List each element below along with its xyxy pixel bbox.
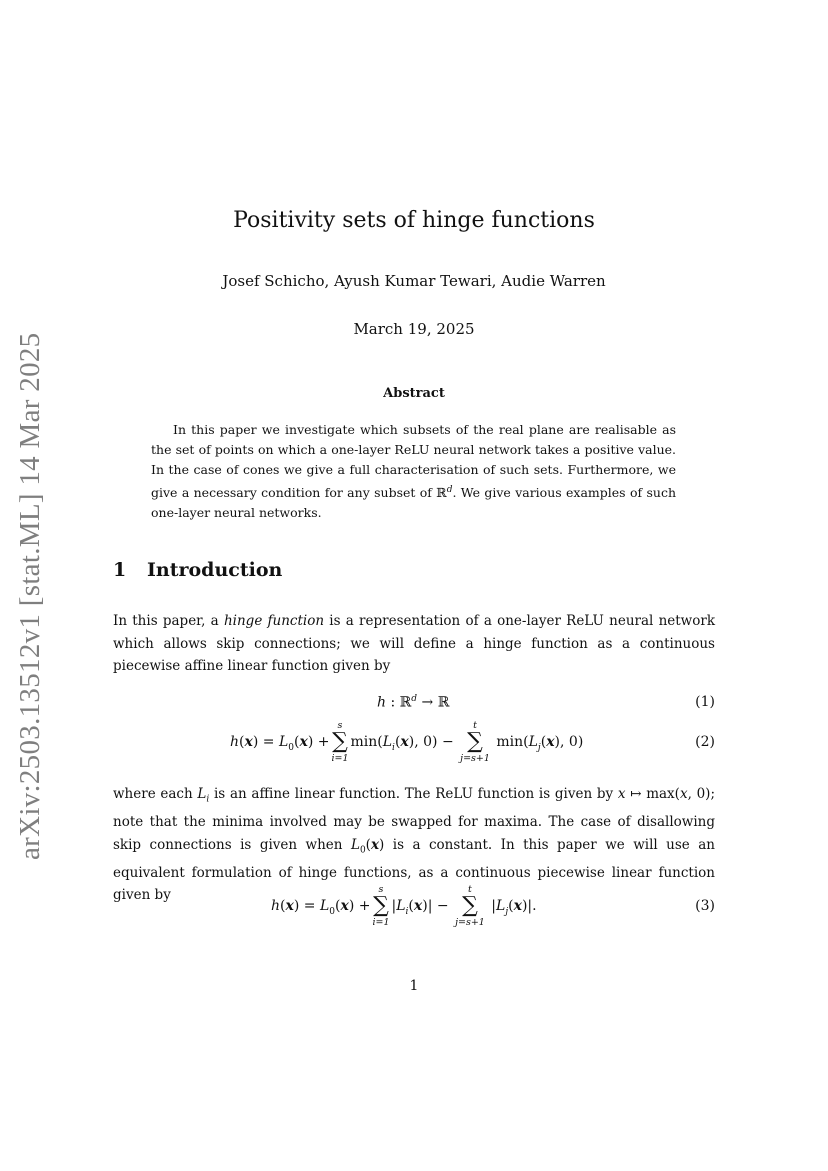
page-number: 1 [409,978,419,994]
paper-authors: Josef Schicho, Ayush Kumar Tewari, Audie Warren [222,272,606,290]
term-hinge-function: hinge function [223,613,325,629]
section-title: Introduction [147,559,283,581]
abstract-heading: Abstract [383,386,445,401]
equation-2: $h(x) = L_0(x)$ + s ∑ i=1 $\min(L_i(x)$, 0) − t ∑ j=s+1 $\min(L_j(x)$, 0) (2) [230,720,715,764]
abstract-body [151,420,676,523]
equation-1: h : ℝ$^d$ → ℝ (1) [377,694,715,711]
equation-3: $h(x) = L_0(x)$ + s ∑ i=1 $|L_i(x)|$ − t ∑ j=s+1 $|L_j(x)|$. (3) [271,884,715,928]
arxiv-identifier-stamp: arXiv:2503.13512v1 [stat.ML] 14 Mar 2025 [14,332,46,860]
abstract-paragraph: In this paper we investigate which subsets of the real plane are realisable as the set of points on which a one-layer ReLU neural network takes a positive value. In the case of cones we give a full characterisation of such sets. Furthermore, we give a necessary condition for any subset of ℝ$^d$. We give various examples of such one-layer neural networks. [151,422,676,521]
intro-paragraph-2: where each $L_i$ is an affine linear function. The ReLU function is given by x ↦ max(x, 0); note that the minima involved may be swapped for maxima. The case of disallowing skip connections is given when $L_0(x)$ is a constant. In this paper we will use an equivalent formulation of hinge functions, as a continuous piecewise linear function given by [113,786,716,904]
paper-title: Positivity sets of hinge functions [233,208,595,233]
equation-2-number: (2) [695,734,715,750]
equation-3-number: (3) [695,898,715,914]
section-number: 1 [113,559,127,581]
paper-date: March 19, 2025 [353,320,475,338]
intro-paragraph-1: In this paper, a hinge function is a representation of a one-layer ReLU neural network which allows skip connections; we will define a hinge function as a continuous piecewise affine linear function given by [113,613,715,674]
equation-1-number: (1) [695,694,715,710]
section-heading-introduction [113,559,282,581]
